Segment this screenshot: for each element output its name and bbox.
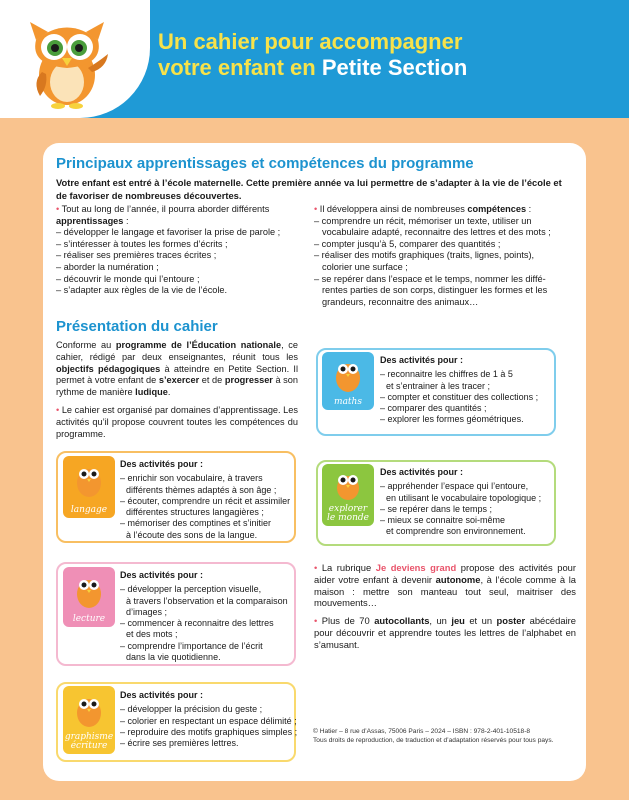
list-item: rentes parties de son corps, distinguer les formes et les — [322, 285, 548, 296]
presentation-paragraph-2: • Le cahier est organisé par domaines d’apprentissage. Les activités qu’il propose couvrent toutes les compétences du programme. — [56, 404, 298, 439]
activity-heading: Des activités pour : — [380, 467, 464, 477]
list-item: – se repérer dans le temps ; — [380, 503, 493, 514]
presentation-text — [56, 340, 298, 440]
list-item: – se repérer dans l’espace et le temps, nommer les diffé- — [314, 273, 546, 284]
title-line-2 — [158, 55, 467, 81]
list-item: différentes structures langagières ; — [126, 507, 264, 518]
list-item: – explorer les formes géométriques. — [380, 414, 524, 425]
list-item: différents thèmes adaptés à son âge ; — [126, 484, 277, 495]
list-item: – écouter, comprendre un récit et assimiler — [120, 495, 291, 506]
list-item: – mieux se connaitre soi-même — [380, 515, 506, 526]
copyright-line: © Hatier – 8 rue d’Assas, 75006 Paris – 2024 – ISBN : 978-2-401-10518-8 — [313, 728, 531, 735]
domain-tag-label: explorer le monde — [327, 504, 369, 523]
rights-line: Tous droits de reproduction, de traduction et d’adaptation réservés pour tous pays. — [313, 737, 554, 744]
domain-tag-label: maths — [334, 397, 362, 407]
owl-mascot-icon — [22, 10, 112, 110]
title-prefix: votre enfant en — [158, 55, 322, 80]
list-item: en utilisant le vocabulaire topologique ; — [386, 492, 542, 503]
list-item: – réaliser des motifs graphiques (traits, lignes, points), — [314, 250, 535, 261]
apprentissages-lead: • Tout au long de l’année, il pourra aborder différents apprentissages : — [56, 204, 270, 226]
activity-list-explorer — [380, 467, 541, 538]
section-intro: Votre enfant est entré à l’école maternelle. Cette première année va lui permettre de s’adapter à la vie de l’école et de favoriser de nombreuses découvertes. — [56, 177, 562, 201]
extras-paragraph-2: • Plus de 70 autocollants, un jeu et un poster abécédaire pour découvrir et apprendre toutes les lettres de l’alphabet en s’amusant. — [314, 615, 576, 650]
apprentissages-column — [56, 204, 296, 297]
domain-tag-maths — [322, 352, 374, 410]
list-item: – comparer des quantités ; — [380, 403, 487, 414]
list-item: grandeurs, reconnaitre des animaux… — [322, 296, 479, 307]
list-item: – comprendre l’importance de l’écrit — [120, 640, 263, 651]
list-item: et comprendre son environnement. — [386, 526, 526, 537]
page-title — [158, 29, 467, 81]
list-item: – colorier en respectant un espace délimité ; — [120, 715, 297, 726]
list-item: – réaliser ses premières traces écrites ; — [56, 250, 217, 261]
competences-lead: • Il développera ainsi de nombreuses compétences : — [314, 204, 532, 214]
list-item: dans la vie quotidienne. — [126, 652, 221, 663]
page-header — [0, 0, 629, 118]
list-item: – comprendre un récit, mémoriser un texte, utiliser un — [314, 215, 532, 226]
domain-tag-label: lecture — [72, 614, 106, 624]
owl-icon — [63, 456, 115, 500]
list-item: colorier une surface ; — [322, 261, 408, 272]
list-item: – découvrir le monde qui l’entoure ; — [56, 273, 200, 284]
extras-text — [314, 562, 576, 651]
activity-list-lecture — [120, 570, 288, 663]
title-line-1: Un cahier pour accompagner — [158, 29, 463, 54]
list-item: vocabulaire adapté, reconnaitre des lettres et des mots ; — [322, 227, 551, 238]
list-item: d’images ; — [126, 606, 168, 617]
owl-icon — [322, 352, 374, 394]
domain-tag-label: langage — [70, 505, 108, 515]
list-item: – compter jusqu’à 5, comparer des quantités ; — [314, 238, 501, 249]
activity-list-graphisme — [120, 690, 297, 749]
activity-heading: Des activités pour : — [120, 570, 204, 580]
competences-column — [314, 204, 576, 308]
list-item: à travers l’observation et la comparaison — [126, 595, 288, 606]
presentation-paragraph-1: Conforme au programme de l’Éducation nationale, ce cahier, rédigé par deux enseignantes, réunit tous les objectifs pédagogiques à atteindre en Petite Section. Il permet à votre enfant de s’exercer et de progresser à son rythme de manière ludique. — [56, 340, 298, 398]
list-item: – aborder la numération ; — [56, 261, 159, 272]
domain-tag-explorer — [322, 464, 374, 526]
domain-tag-lecture — [63, 567, 115, 627]
list-item: – s’adapter aux règles de la vie de l’école. — [56, 285, 228, 296]
list-item: à l’écoute des sons de la langue. — [126, 529, 258, 540]
list-item: – s’intéresser à toutes les formes d’écrits ; — [56, 238, 228, 249]
header-owl-panel — [0, 0, 150, 118]
list-item: – enrichir son vocabulaire, à travers — [120, 473, 263, 484]
owl-icon — [63, 567, 115, 611]
list-item: – reproduire des motifs graphiques simples ; — [120, 726, 298, 737]
owl-icon — [322, 464, 374, 502]
list-item: – commencer à reconnaitre des lettres — [120, 618, 274, 629]
list-item: – développer la précision du geste ; — [120, 704, 263, 715]
owl-icon — [63, 686, 115, 730]
section-heading-programme: Principaux apprentissages et compétences du programme — [56, 155, 474, 172]
list-item: – écrire ses premières lettres. — [120, 738, 239, 749]
domain-tag-langage — [63, 456, 115, 518]
activity-heading: Des activités pour : — [120, 690, 204, 700]
copyright-footer — [313, 727, 575, 745]
list-item: et s’entrainer à les tracer ; — [386, 380, 491, 391]
activity-heading: Des activités pour : — [120, 459, 204, 469]
list-item: et des mots ; — [126, 629, 178, 640]
activity-list-maths — [380, 355, 538, 426]
list-item: – mémoriser des comptines et s’initier — [120, 518, 272, 529]
list-item: – reconnaitre les chiffres de 1 à 5 — [380, 369, 513, 380]
domain-tag-label: graphisme écriture — [64, 732, 114, 751]
list-item: – développer le langage et favoriser la prise de parole ; — [56, 227, 281, 238]
list-item: – compter et constituer des collections ; — [380, 391, 539, 402]
domain-tag-graphisme — [63, 686, 115, 754]
activity-list-langage — [120, 459, 290, 541]
title-emphasis: Petite Section — [321, 55, 468, 80]
list-item: – développer la perception visuelle, — [120, 584, 262, 595]
extras-paragraph-1: • La rubrique Je deviens grand propose des activités pour aider votre enfant à devenir autonome, à l’école comme à la maison : mettre son manteau tout seul, maitriser des mouvements… — [314, 562, 576, 609]
activity-heading: Des activités pour : — [380, 355, 464, 365]
list-item: – appréhender l’espace qui l’entoure, — [380, 481, 529, 492]
section-heading-presentation: Présentation du cahier — [56, 318, 218, 335]
